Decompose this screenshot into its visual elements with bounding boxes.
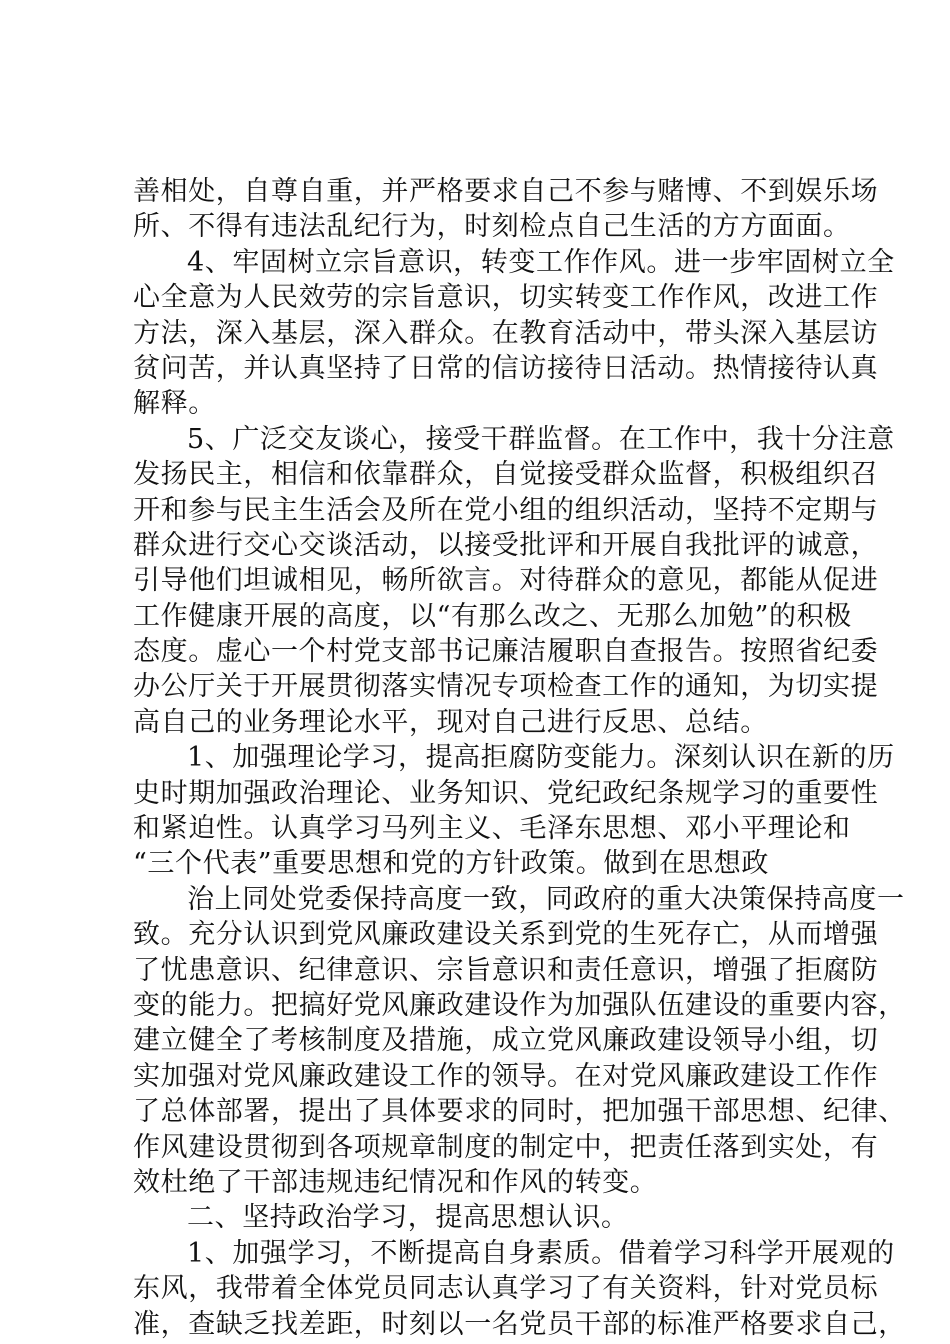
text-line: 了总体部署，提出了具体要求的同时，把加强干部思想、纪律、	[133, 1096, 906, 1128]
text-line: 准，查缺乏找差距，时刻以一名党员干部的标准严格要求自己，	[133, 1308, 906, 1340]
text-line: 作风建设贯彻到各项规章制度的制定中，把责任落到实处，有	[133, 1131, 879, 1163]
text-line: 贫问苦，并认真坚持了日常的信访接待日活动。热情接待认真	[133, 352, 879, 384]
text-line: 方法，深入基层，深入群众。在教育活动中，带头深入基层访	[133, 317, 879, 349]
text-line: 东风，我带着全体党员同志认真学习了有关资料，针对党员标	[133, 1273, 879, 1305]
text-line: 引导他们坦诚相见，畅所欲言。对待群众的意见，都能从促进	[133, 565, 879, 597]
text-line: 治上同处党委保持高度一致，同政府的重大决策保持高度一	[187, 883, 905, 915]
text-line: 解释。	[133, 388, 216, 420]
text-line: 高自己的业务理论水平，现对自己进行反思、总结。	[133, 706, 768, 738]
text-line: 5、广泛交友谈心，接受干群监督。在工作中，我十分注意	[187, 423, 895, 455]
text-line: 变的能力。把搞好党风廉政建设作为加强队伍建设的重要内容，	[133, 989, 906, 1021]
text-line: 史时期加强政治理论、业务知识、党纪政纪条规学习的重要性	[133, 777, 879, 809]
text-line: 办公厅关于开展贯彻落实情况专项检查工作的通知，为切实提	[133, 671, 879, 703]
text-line: 态度。虚心一个村党支部书记廉洁履职自查报告。按照省纪委	[133, 636, 879, 668]
text-line: 1、加强学习，不断提高自身素质。借着学习科学开展观的	[187, 1237, 895, 1269]
text-line: 致。充分认识到党风廉政建设关系到党的生死存亡，从而增强	[133, 919, 879, 951]
text-line: 二、坚持政治学习，提高思想认识。	[187, 1202, 629, 1234]
text-line: 了忧患意识、纪律意识、宗旨意识和责任意识，增强了拒腐防	[133, 954, 879, 986]
text-line: 善相处，自尊自重，并严格要求自己不参与赌博、不到娱乐场	[133, 176, 879, 207]
text-line: 和紧迫性。认真学习马列主义、毛泽东思想、邓小平理论和	[133, 813, 851, 845]
text-line: 群众进行交心交谈活动，以接受批评和开展自我批评的诚意，	[133, 529, 879, 561]
text-line: 实加强对党风廉政建设工作的领导。在对党风廉政建设工作作	[133, 1060, 879, 1092]
text-line: 建立健全了考核制度及措施，成立党风廉政建设领导小组，切	[133, 1025, 879, 1057]
text-line: “三个代表”重要思想和党的方针政策。做到在思想政	[133, 848, 770, 880]
text-line: 开和参与民主生活会及所在党小组的组织活动，坚持不定期与	[133, 494, 879, 526]
text-line: 心全意为人民效劳的宗旨意识，切实转变工作作风，改进工作	[133, 282, 879, 314]
text-line: 4、牢固树立宗旨意识，转变工作作风。进一步牢固树立全	[187, 246, 895, 278]
text-line: 工作健康开展的高度，以“有那么改之、无那么加勉”的积极	[133, 600, 852, 632]
text-line: 1、加强理论学习，提高拒腐防变能力。深刻认识在新的历	[187, 742, 895, 774]
text-line: 发扬民主，相信和依靠群众，自觉接受群众监督，积极组织召	[133, 459, 879, 491]
document-body	[133, 174, 906, 1342]
text-line: 效杜绝了干部违规违纪情况和作风的转变。	[133, 1166, 658, 1198]
text-line: 所、不得有违法乱纪行为，时刻检点自己生活的方方面面。	[133, 211, 851, 243]
